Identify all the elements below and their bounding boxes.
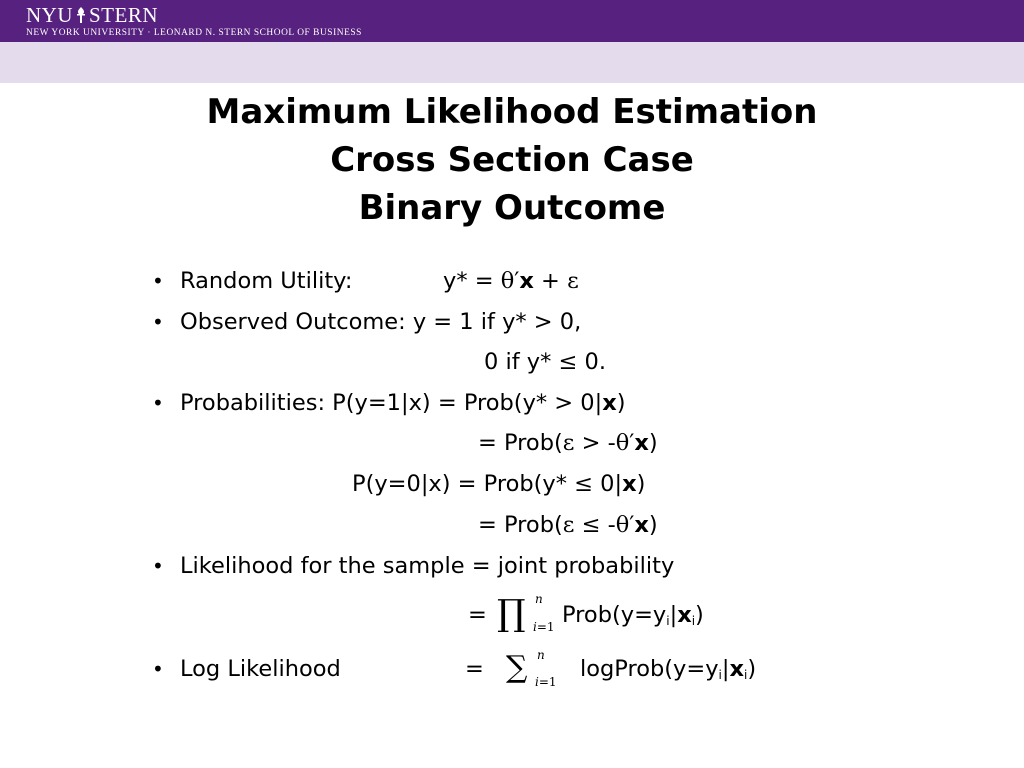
likelihood-product-eq: = [468,602,487,628]
slide-title [0,88,1024,232]
p2-pre: = Prob( [478,430,563,456]
p4-pre: = Prob( [478,512,563,538]
random-utility-label: Random Utility: [180,268,353,294]
logo-subtitle: NEW YORK UNIVERSITY · LEONARD N. STERN SCHOOL OF BUSINESS [26,28,362,38]
index-i: i [535,675,539,689]
index-start: =1 [538,675,557,689]
p2-close: ) [648,430,658,456]
header-band [0,42,1024,83]
lt-sub: i [691,614,696,628]
sum-lower [535,675,557,689]
x-vector: x [677,602,692,628]
p4-close: ) [648,512,658,538]
le-symbol: ≤ [574,471,593,497]
title-line-1: Maximum Likelihood Estimation [206,92,818,132]
epsilon-symbol: ε [562,512,575,538]
product-lower [533,620,555,634]
le-symbol: ≤ [558,349,578,375]
probabilities-line-4 [478,510,658,540]
product-upper: n [535,592,543,606]
product-icon: ∏ [497,593,526,634]
index-start: =1 [536,620,555,634]
torch-icon [74,6,88,24]
logo-stern: STERN [89,3,159,27]
sum-operator [506,648,566,694]
x-vector: x [602,390,617,416]
x-vector: x [729,656,744,682]
product-operator [497,592,559,638]
probabilities-line-1 [180,388,626,418]
index-i: i [533,620,537,634]
epsilon-symbol: ε [562,430,575,456]
theta-symbol: θ′ [500,268,520,294]
llt-sub: i [718,668,722,682]
x-vector: x [622,471,637,497]
bullet-point: • [152,391,164,415]
p4-mid [574,512,581,538]
header-bar [0,0,1024,42]
theta-symbol: θ′ [615,430,635,456]
p1-close: ) [616,390,626,416]
le-symbol: ≤ [581,512,601,538]
p1-pre: Probabilities: P(y=1|x) = Prob(y* > 0| [180,390,603,416]
log-likelihood-eq: = [465,656,484,682]
bullet-point: • [152,657,164,681]
logo-nyu: NYU [26,3,73,27]
ru-lhs: y* = [443,268,501,294]
likelihood-term [562,600,704,636]
bullet-point: • [152,554,164,578]
bullet-point: • [152,269,164,293]
sum-upper: n [537,648,545,662]
oo-pre: 0 if y* [484,349,559,375]
oo-post: 0. [577,349,606,375]
p3-pre: P(y=0|x) = Prob(y* [352,471,575,497]
likelihood-line: Likelihood for the sample = joint probability [180,553,675,579]
x-vector: x [634,512,649,538]
probabilities-line-3 [352,469,645,499]
random-utility-equation [443,266,579,296]
probabilities-line-2 [478,428,658,458]
p2-mid: > - [574,430,616,456]
lt-bar: | [669,602,678,628]
title-line-2: Cross Section Case [330,140,694,180]
lt-close: ) [695,602,704,628]
epsilon-symbol: ε [567,268,579,294]
log-likelihood-label: Log Likelihood [180,656,341,682]
llt-sub: i [744,668,748,682]
nyu-stern-logo [26,5,158,26]
x-vector: x [634,430,649,456]
title-line-3: Binary Outcome [358,188,666,228]
observed-outcome-continuation [484,347,606,377]
bullet-point: • [152,310,164,334]
sum-icon: ∑ [506,650,528,685]
x-vector: x [519,268,534,294]
llt-pre: logProb(y=y [580,656,719,682]
lt-pre: Prob(y=y [562,602,667,628]
p3-close: ) [636,471,646,497]
lt-sub: i [666,614,670,628]
p4-mid2: - [600,512,616,538]
llt-close: ) [747,656,757,682]
observed-outcome-line: Observed Outcome: y = 1 if y* > 0, [180,309,582,335]
p3-post: 0| [593,471,623,497]
log-likelihood-term [580,654,756,690]
theta-symbol: θ′ [615,512,635,538]
ru-plus: + [533,268,568,294]
llt-bar: | [721,656,730,682]
